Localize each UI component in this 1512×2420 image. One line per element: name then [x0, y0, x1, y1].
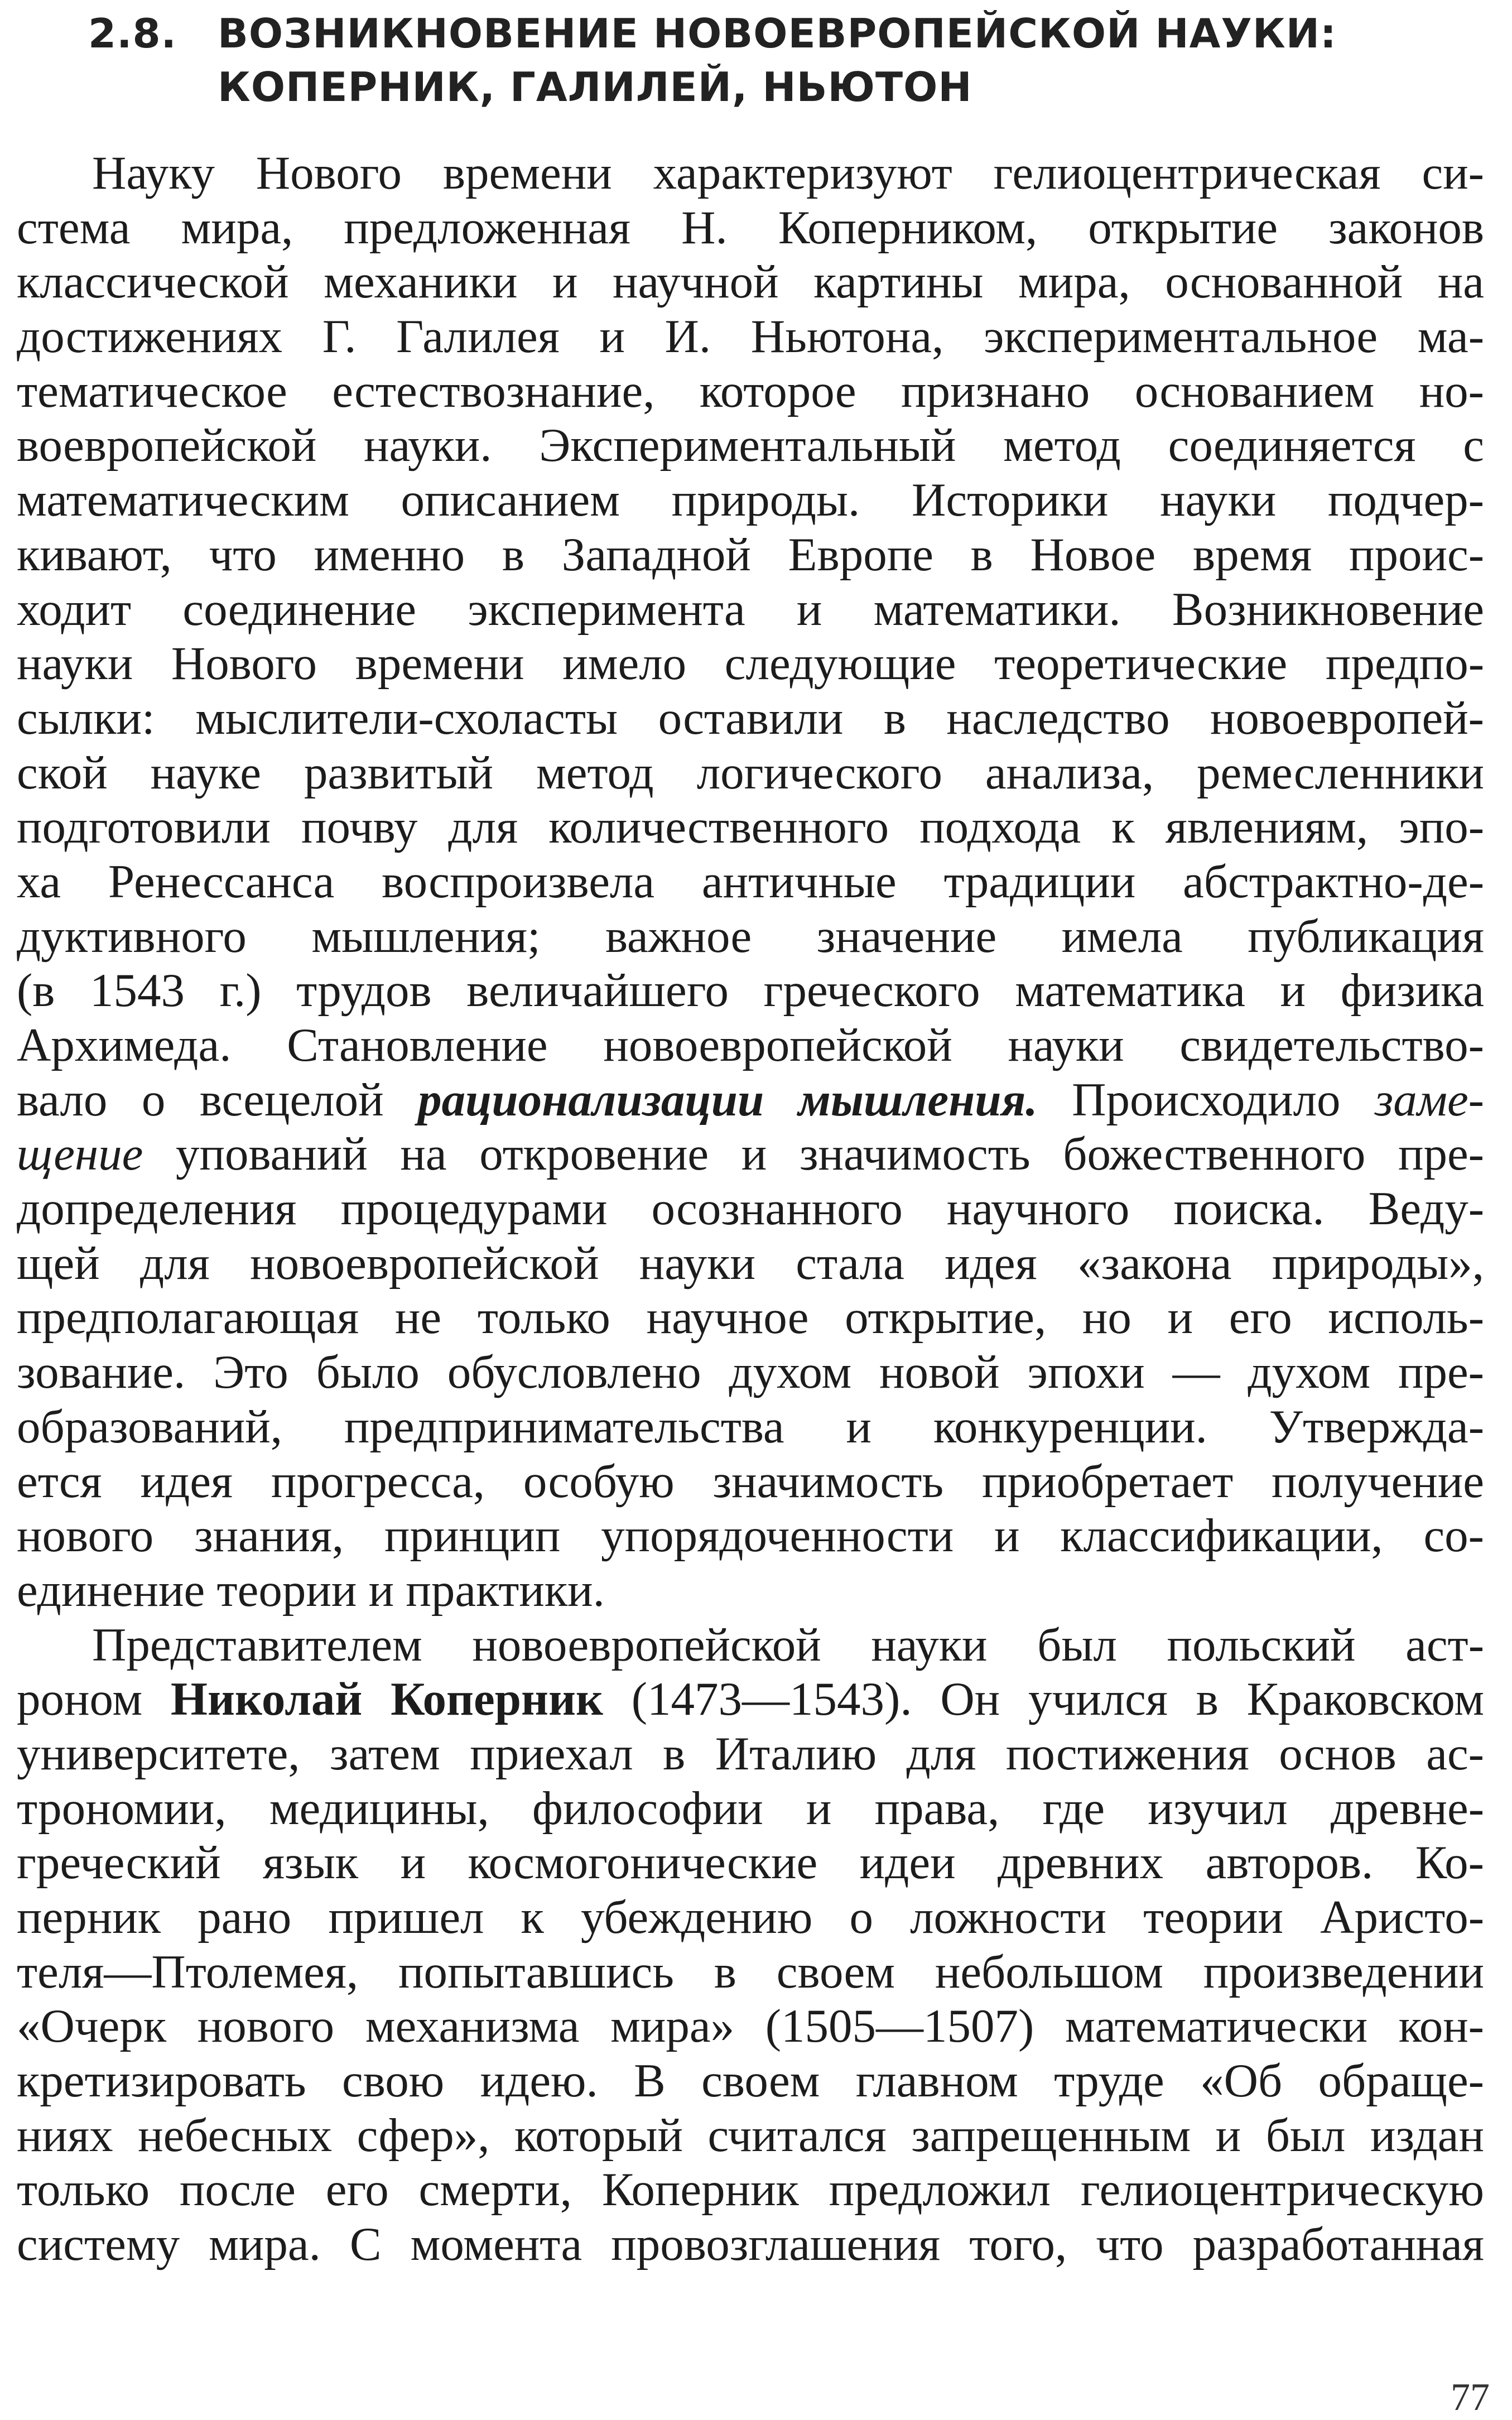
text-line: подготовили почву для количественного подхода к явлениям, эпо- — [17, 801, 1484, 854]
text-line — [17, 1127, 1484, 1182]
text-run: Происходило — [1037, 1073, 1375, 1126]
text-line: ской науке развитый метод логического анализа, ремесленники — [17, 746, 1484, 799]
section-heading — [88, 7, 1455, 114]
text-line: только после его смерти, Коперник предложил гелиоцентрическую — [17, 2163, 1484, 2216]
text-line: образований, предпринимательства и конкуренции. Утвержда- — [17, 1400, 1484, 1453]
text-line — [17, 1672, 1484, 1727]
text-line: Науку Нового времени характеризуют гелиоцентрическая си- — [92, 147, 1484, 199]
text-line: трономии, медицины, философии и права, где изучил древне- — [17, 1782, 1484, 1835]
text-line: достижениях Г. Галилея и И. Ньютона, экспериментальное ма- — [17, 310, 1484, 363]
text-line: систему мира. С момента провозглашения того, что разработанная — [17, 2218, 1484, 2271]
text-run: роном — [17, 1673, 171, 1726]
paragraph-2 — [17, 1618, 1484, 2272]
text-line: тематическое естествознание, которое признано основанием но- — [17, 364, 1484, 417]
text-line: допределения процедурами осознанного научного поиска. Веду- — [17, 1182, 1484, 1235]
text-line: перник рано пришел к убеждению о ложности теории Аристо- — [17, 1891, 1484, 1943]
text-line: теля—Птолемея, попытавшись в своем небольшом произведении — [17, 1945, 1484, 1998]
text-line: дуктивного мышления; важное значение имела публикация — [17, 910, 1484, 963]
body-text — [17, 146, 1484, 2272]
text-line: Представителем новоевропейской науки был польский аст- — [92, 1618, 1484, 1671]
text-run: вало о всецелой — [17, 1073, 418, 1126]
text-line: зование. Это было обусловлено духом новой эпохи — духом пре- — [17, 1346, 1484, 1399]
text-line: ха Ренессанса воспроизвела античные традиции абстрактно-де- — [17, 855, 1484, 908]
section-title-line-1: ВОЗНИКНОВЕНИЕ НОВОЕВРОПЕЙСКОЙ НАУКИ: — [218, 10, 1337, 57]
text-line: науки Нового времени имело следующие теоретические предпо- — [17, 637, 1484, 690]
page-number: 77 — [1451, 2376, 1490, 2419]
section-title-line-2: КОПЕРНИК, ГАЛИЛЕЙ, НЬЮТОН — [218, 64, 972, 110]
text-line: ется идея прогресса, особую значимость приобретает получение — [17, 1455, 1484, 1508]
text-line: воевропейской науки. Экспериментальный метод соединяется с — [17, 419, 1484, 472]
text-line: классической механики и научной картины мира, основанной на — [17, 256, 1484, 309]
text-line: греческий язык и космогонические идеи древних авторов. Ко- — [17, 1836, 1484, 1889]
text-line: университете, затем приехал в Италию для постижения основ ас- — [17, 1727, 1484, 1780]
text-run: упований на откровение и значимость божественного пре- — [143, 1128, 1484, 1181]
text-line: Архимеда. Становление новоевропейской науки свидетельство- — [17, 1019, 1484, 1071]
text-line: математическим описанием природы. Историки науки подчер- — [17, 474, 1484, 527]
text-run: (1473—1543). Он учился в Краковском — [603, 1673, 1484, 1726]
text-line: нового знания, принцип упорядоченности и классификации, со- — [17, 1509, 1484, 1562]
text-line: щей для новоевропейской науки стала идея «закона природы», — [17, 1237, 1484, 1290]
emphasis-substitution: щение — [17, 1128, 143, 1181]
text-line — [17, 1073, 1484, 1128]
section-number: 2.8. — [88, 10, 177, 57]
text-line: единение теории и практики. — [17, 1563, 605, 1616]
paragraph-1 — [17, 146, 1484, 1618]
text-line: предполагающая не только научное открытие, но и его исполь- — [17, 1291, 1484, 1344]
text-line: стема мира, предложенная Н. Коперником, открытие законов — [17, 201, 1484, 254]
text-line: «Очерк нового механизма мира» (1505—1507) математически кон- — [17, 2000, 1484, 2053]
text-line: ходит соединение эксперимента и математики. Возникновение — [17, 583, 1484, 636]
text-line: сылки: мыслители-схоласты оставили в наследство новоевропей- — [17, 691, 1484, 744]
emphasis-rationalization: рационализации мышления. — [418, 1073, 1038, 1126]
emphasis-substitution: заме- — [1375, 1073, 1484, 1126]
text-line: кретизировать свою идею. В своем главном труде «Об обраще- — [17, 2055, 1484, 2108]
text-line: (в 1543 г.) трудов величайшего греческого математика и физика — [17, 964, 1484, 1017]
text-line: кивают, что именно в Западной Европе в Новое время проис- — [17, 528, 1484, 581]
text-line: ниях небесных сфер», который считался запрещенным и был издан — [17, 2109, 1484, 2162]
emphasis-copernicus: Николай Коперник — [170, 1673, 603, 1726]
